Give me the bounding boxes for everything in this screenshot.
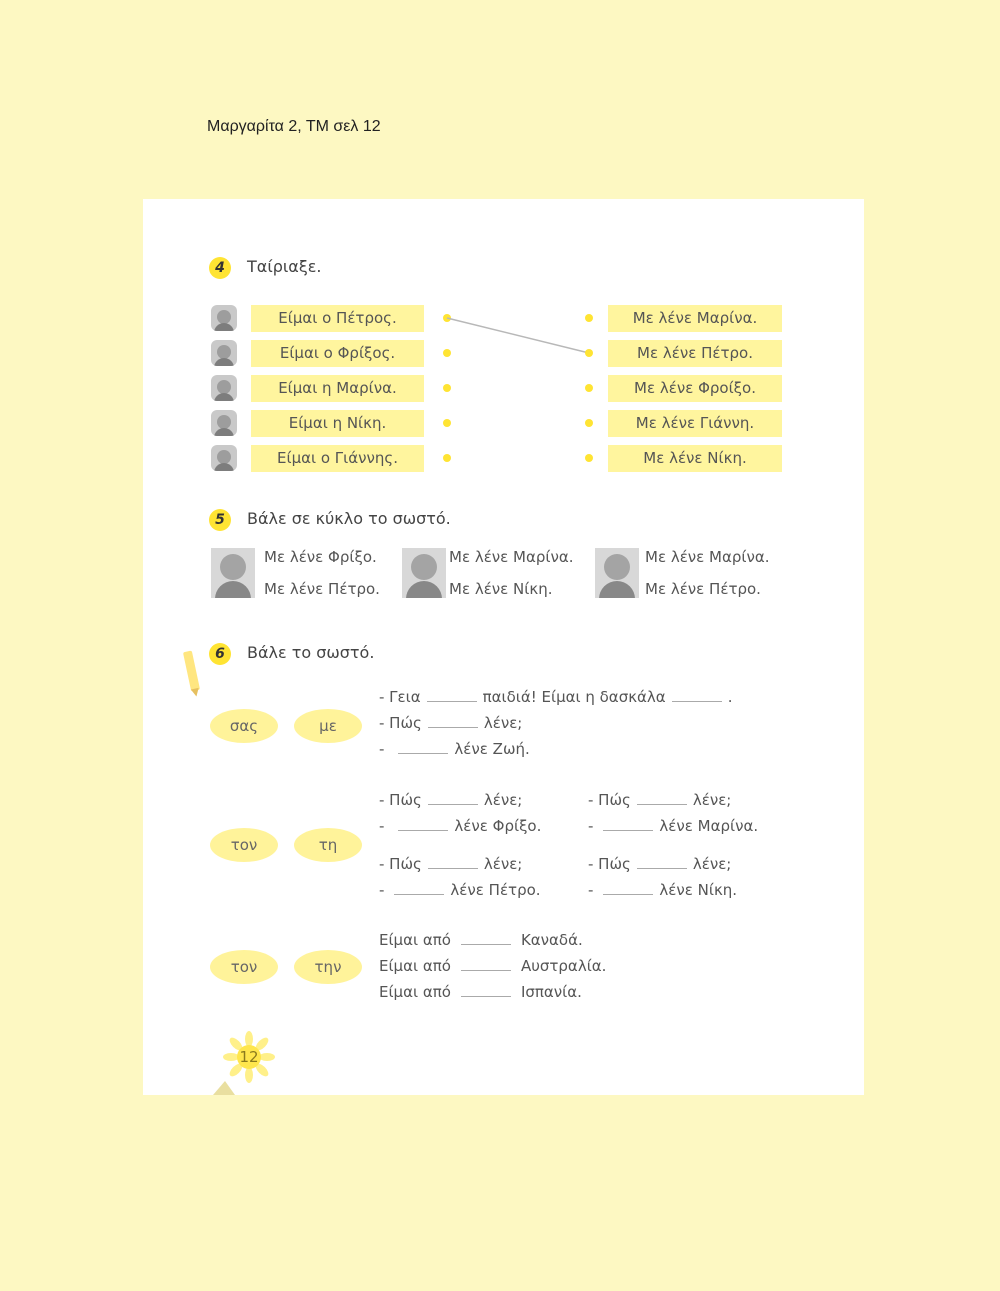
dialogue-line xyxy=(379,855,522,873)
line-text: λένε; xyxy=(692,855,732,873)
frixos-portrait-icon xyxy=(211,548,255,598)
line-text: λένε Φρίξο. xyxy=(454,817,542,835)
line-text: Είμαι από xyxy=(379,983,451,1001)
dialogue-line xyxy=(379,714,522,732)
boy-portrait-icon xyxy=(402,548,446,598)
document-header: Μαργαρίτα 2, ΤΜ σελ 12 xyxy=(207,118,381,135)
circle-option[interactable]: Με λένε Μαρίνα. xyxy=(645,548,770,566)
answer-blank[interactable] xyxy=(672,701,722,702)
line-text: Είμαι από xyxy=(379,957,451,975)
line-text: παιδιά! Είμαι η δασκάλα xyxy=(482,688,666,706)
match-left-item[interactable]: Είμαι η Νίκη. xyxy=(251,410,424,437)
circle-option[interactable]: Με λένε Πέτρο. xyxy=(645,580,761,598)
dialogue-line xyxy=(588,881,737,899)
line-text: - Πώς xyxy=(379,855,422,873)
line-text: - xyxy=(379,740,385,758)
word-option[interactable]: τον xyxy=(210,950,278,984)
answer-blank[interactable] xyxy=(637,804,687,805)
match-left-item[interactable]: Είμαι η Μαρίνα. xyxy=(251,375,424,402)
answer-blank[interactable] xyxy=(428,868,478,869)
circle-option[interactable]: Με λένε Φρίξο. xyxy=(264,548,377,566)
match-right-item[interactable]: Με λένε Γιάννη. xyxy=(608,410,782,437)
line-text: - xyxy=(379,881,385,899)
match-right-dot[interactable] xyxy=(585,454,593,462)
line-text: λένε; xyxy=(483,791,523,809)
answer-blank[interactable] xyxy=(394,894,444,895)
line-text: λένε; xyxy=(483,714,523,732)
line-text: - xyxy=(588,817,594,835)
answer-blank[interactable] xyxy=(461,970,511,971)
dialogue-line xyxy=(379,791,522,809)
match-right-item[interactable]: Με λένε Φροίξο. xyxy=(608,375,782,402)
line-text: . xyxy=(727,688,733,706)
line-text: Αυστραλία. xyxy=(520,957,607,975)
line-text: λένε Μαρίνα. xyxy=(659,817,759,835)
sentence-line xyxy=(379,931,583,949)
answer-blank[interactable] xyxy=(398,753,448,754)
match-left-item[interactable]: Είμαι ο Φρίξος. xyxy=(251,340,424,367)
match-right-dot[interactable] xyxy=(585,314,593,322)
exercise-5-number: 5 xyxy=(209,509,231,531)
word-option[interactable]: τον xyxy=(210,828,278,862)
sentence-line xyxy=(379,983,582,1001)
match-right-item[interactable]: Με λένε Μαρίνα. xyxy=(608,305,782,332)
pencil-icon xyxy=(183,651,200,692)
word-option[interactable]: με xyxy=(294,709,362,743)
line-text: λένε; xyxy=(483,855,523,873)
match-right-dot[interactable] xyxy=(585,384,593,392)
line-text: Καναδά. xyxy=(520,931,583,949)
answer-blank[interactable] xyxy=(603,830,653,831)
line-text: λένε Νίκη. xyxy=(659,881,738,899)
answer-blank[interactable] xyxy=(428,727,478,728)
line-text: - Πώς xyxy=(588,791,631,809)
answer-blank[interactable] xyxy=(603,894,653,895)
dialogue-line xyxy=(588,817,758,835)
dialogue-line xyxy=(588,855,731,873)
girl-portrait-icon xyxy=(595,548,639,598)
answer-blank[interactable] xyxy=(398,830,448,831)
line-text: Είμαι από xyxy=(379,931,451,949)
workbook-page xyxy=(143,199,864,1095)
line-text: Ισπανία. xyxy=(520,983,582,1001)
exercise-6-number: 6 xyxy=(209,643,231,665)
line-text: λένε Ζωή. xyxy=(454,740,530,758)
line-text: λένε Πέτρο. xyxy=(450,881,541,899)
exercise-6-title: Βάλε το σωστό. xyxy=(247,643,375,662)
dialogue-line xyxy=(379,688,732,706)
exercise-5-title: Βάλε σε κύκλο το σωστό. xyxy=(247,509,451,528)
match-right-dot[interactable] xyxy=(585,419,593,427)
answer-blank[interactable] xyxy=(427,701,477,702)
line-text: - xyxy=(588,881,594,899)
line-text: - Γεια xyxy=(379,688,421,706)
dialogue-line xyxy=(379,881,541,899)
word-option[interactable]: την xyxy=(294,950,362,984)
circle-option[interactable]: Με λένε Νίκη. xyxy=(449,580,553,598)
word-option[interactable]: σας xyxy=(210,709,278,743)
answer-blank[interactable] xyxy=(428,804,478,805)
line-text: - xyxy=(379,817,385,835)
line-text: - Πώς xyxy=(588,855,631,873)
match-right-item[interactable]: Με λένε Νίκη. xyxy=(608,445,782,472)
match-left-item[interactable]: Είμαι ο Πέτρος. xyxy=(251,305,424,332)
line-text: λένε; xyxy=(692,791,732,809)
circle-option[interactable]: Με λένε Μαρίνα. xyxy=(449,548,574,566)
match-right-dot[interactable] xyxy=(585,349,593,357)
line-text: - Πώς xyxy=(379,714,422,732)
dialogue-line xyxy=(588,791,731,809)
line-text: - Πώς xyxy=(379,791,422,809)
page-number: 12 xyxy=(239,1048,259,1066)
leaf-icon xyxy=(211,1075,237,1095)
dialogue-line xyxy=(379,740,530,758)
sentence-line xyxy=(379,957,606,975)
circle-option[interactable]: Με λένε Πέτρο. xyxy=(264,580,380,598)
match-left-item[interactable]: Είμαι ο Γιάννης. xyxy=(251,445,424,472)
answer-blank[interactable] xyxy=(461,996,511,997)
dialogue-line xyxy=(379,817,541,835)
answer-blank[interactable] xyxy=(461,944,511,945)
answer-blank[interactable] xyxy=(637,868,687,869)
exercise-4-title: Ταίριαξε. xyxy=(247,257,322,276)
exercise-4-number: 4 xyxy=(209,257,231,279)
match-right-item[interactable]: Με λένε Πέτρο. xyxy=(608,340,782,367)
word-option[interactable]: τη xyxy=(294,828,362,862)
